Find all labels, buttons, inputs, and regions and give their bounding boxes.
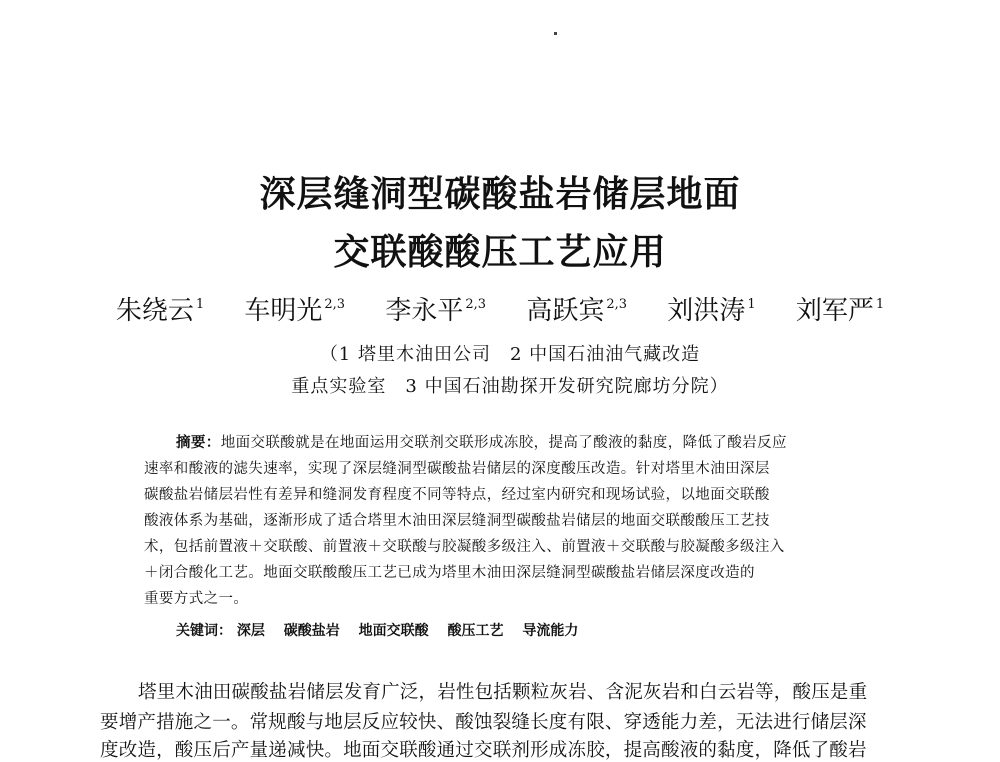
- abstract-label: 摘要：: [176, 435, 221, 451]
- abstract-text: 地面交联酸就是在地面运用交联剂交联形成冻胶，提高了酸液的黏度，降低了酸岩反应: [220, 435, 787, 451]
- author: [526, 296, 627, 326]
- keyword: 酸压工艺: [447, 623, 504, 639]
- author: [796, 296, 884, 326]
- keywords: [176, 620, 876, 640]
- author-name: 李永平: [385, 296, 464, 326]
- body-paragraph-line: 度改造，酸压后产量递减快。地面交联酸通过交联剂形成冻胶，提高酸液的黏度，降低了酸岩: [100, 740, 867, 761]
- author-affiliation-mark: 1: [195, 297, 205, 312]
- paper-title-line-1: 深层缝洞型碳酸盐岩储层地面: [259, 174, 741, 215]
- author-affiliation-mark: 1: [747, 297, 756, 312]
- abstract-line: [176, 433, 876, 453]
- affiliation-line-1: （1 塔里木油田公司 2 中国石油油气藏改造: [319, 344, 701, 365]
- keyword: 碳酸盐岩: [283, 623, 340, 639]
- author-name: 朱绕云: [115, 296, 194, 326]
- keyword: 深层: [236, 623, 265, 639]
- affiliation-line-2: 重点实验室 3 中国石油勘探开发研究院廊坊分院）: [291, 376, 729, 397]
- keyword: 地面交联酸: [358, 623, 429, 639]
- abstract-line: 碳酸盐岩储层岩性有差异和缝洞发育程度不同等特点，经过室内研究和现场试验，以地面交联酸: [144, 487, 770, 503]
- abstract-line: 酸液体系为基础，逐渐形成了适合塔里木油田深层缝洞型碳酸盐岩储层的地面交联酸酸压工艺技: [144, 513, 770, 529]
- author-list: [0, 290, 1000, 327]
- scan-mark: [554, 32, 557, 35]
- paper-title-line-2: 交联酸酸压工艺应用: [333, 232, 667, 273]
- abstract-line: ＋闭合酸化工艺。地面交联酸酸压工艺已成为塔里木油田深层缝洞型碳酸盐岩储层深度改造的: [144, 565, 755, 581]
- keyword: 导流能力: [522, 623, 579, 639]
- abstract-line: 重要方式之一。: [144, 591, 249, 607]
- author: [244, 296, 345, 326]
- author-affiliation-mark: 2,3: [324, 297, 346, 312]
- body-paragraph-line: 塔里木油田碳酸盐岩储层发育广泛，岩性包括颗粒灰岩、含泥灰岩和白云岩等，酸压是重: [138, 682, 868, 703]
- author-affiliation-mark: 2,3: [465, 297, 487, 312]
- abstract-line: 术，包括前置液＋交联酸、前置液＋交联酸与胶凝酸多级注入、前置液＋交联酸与胶凝酸多级注入: [144, 539, 785, 555]
- author-name: 刘洪涛: [667, 296, 746, 326]
- keywords-label: 关键词：: [176, 623, 232, 639]
- abstract-line: 速率和酸液的滤失速率，实现了深层缝洞型碳酸盐岩储层的深度酸压改造。针对塔里木油田深层: [144, 461, 770, 477]
- author-name: 刘军严: [795, 296, 874, 326]
- author: [385, 296, 486, 326]
- author: [116, 296, 204, 326]
- author: [667, 296, 755, 326]
- author-affiliation-mark: 2,3: [606, 297, 628, 312]
- author-name: 高跃宾: [526, 296, 605, 326]
- body-paragraph-line: 要增产措施之一。常规酸与地层反应较快、酸蚀裂缝长度有限、穿透能力差，无法进行储层深: [100, 712, 867, 733]
- author-affiliation-mark: 1: [875, 297, 885, 312]
- author-name: 车明光: [244, 296, 323, 326]
